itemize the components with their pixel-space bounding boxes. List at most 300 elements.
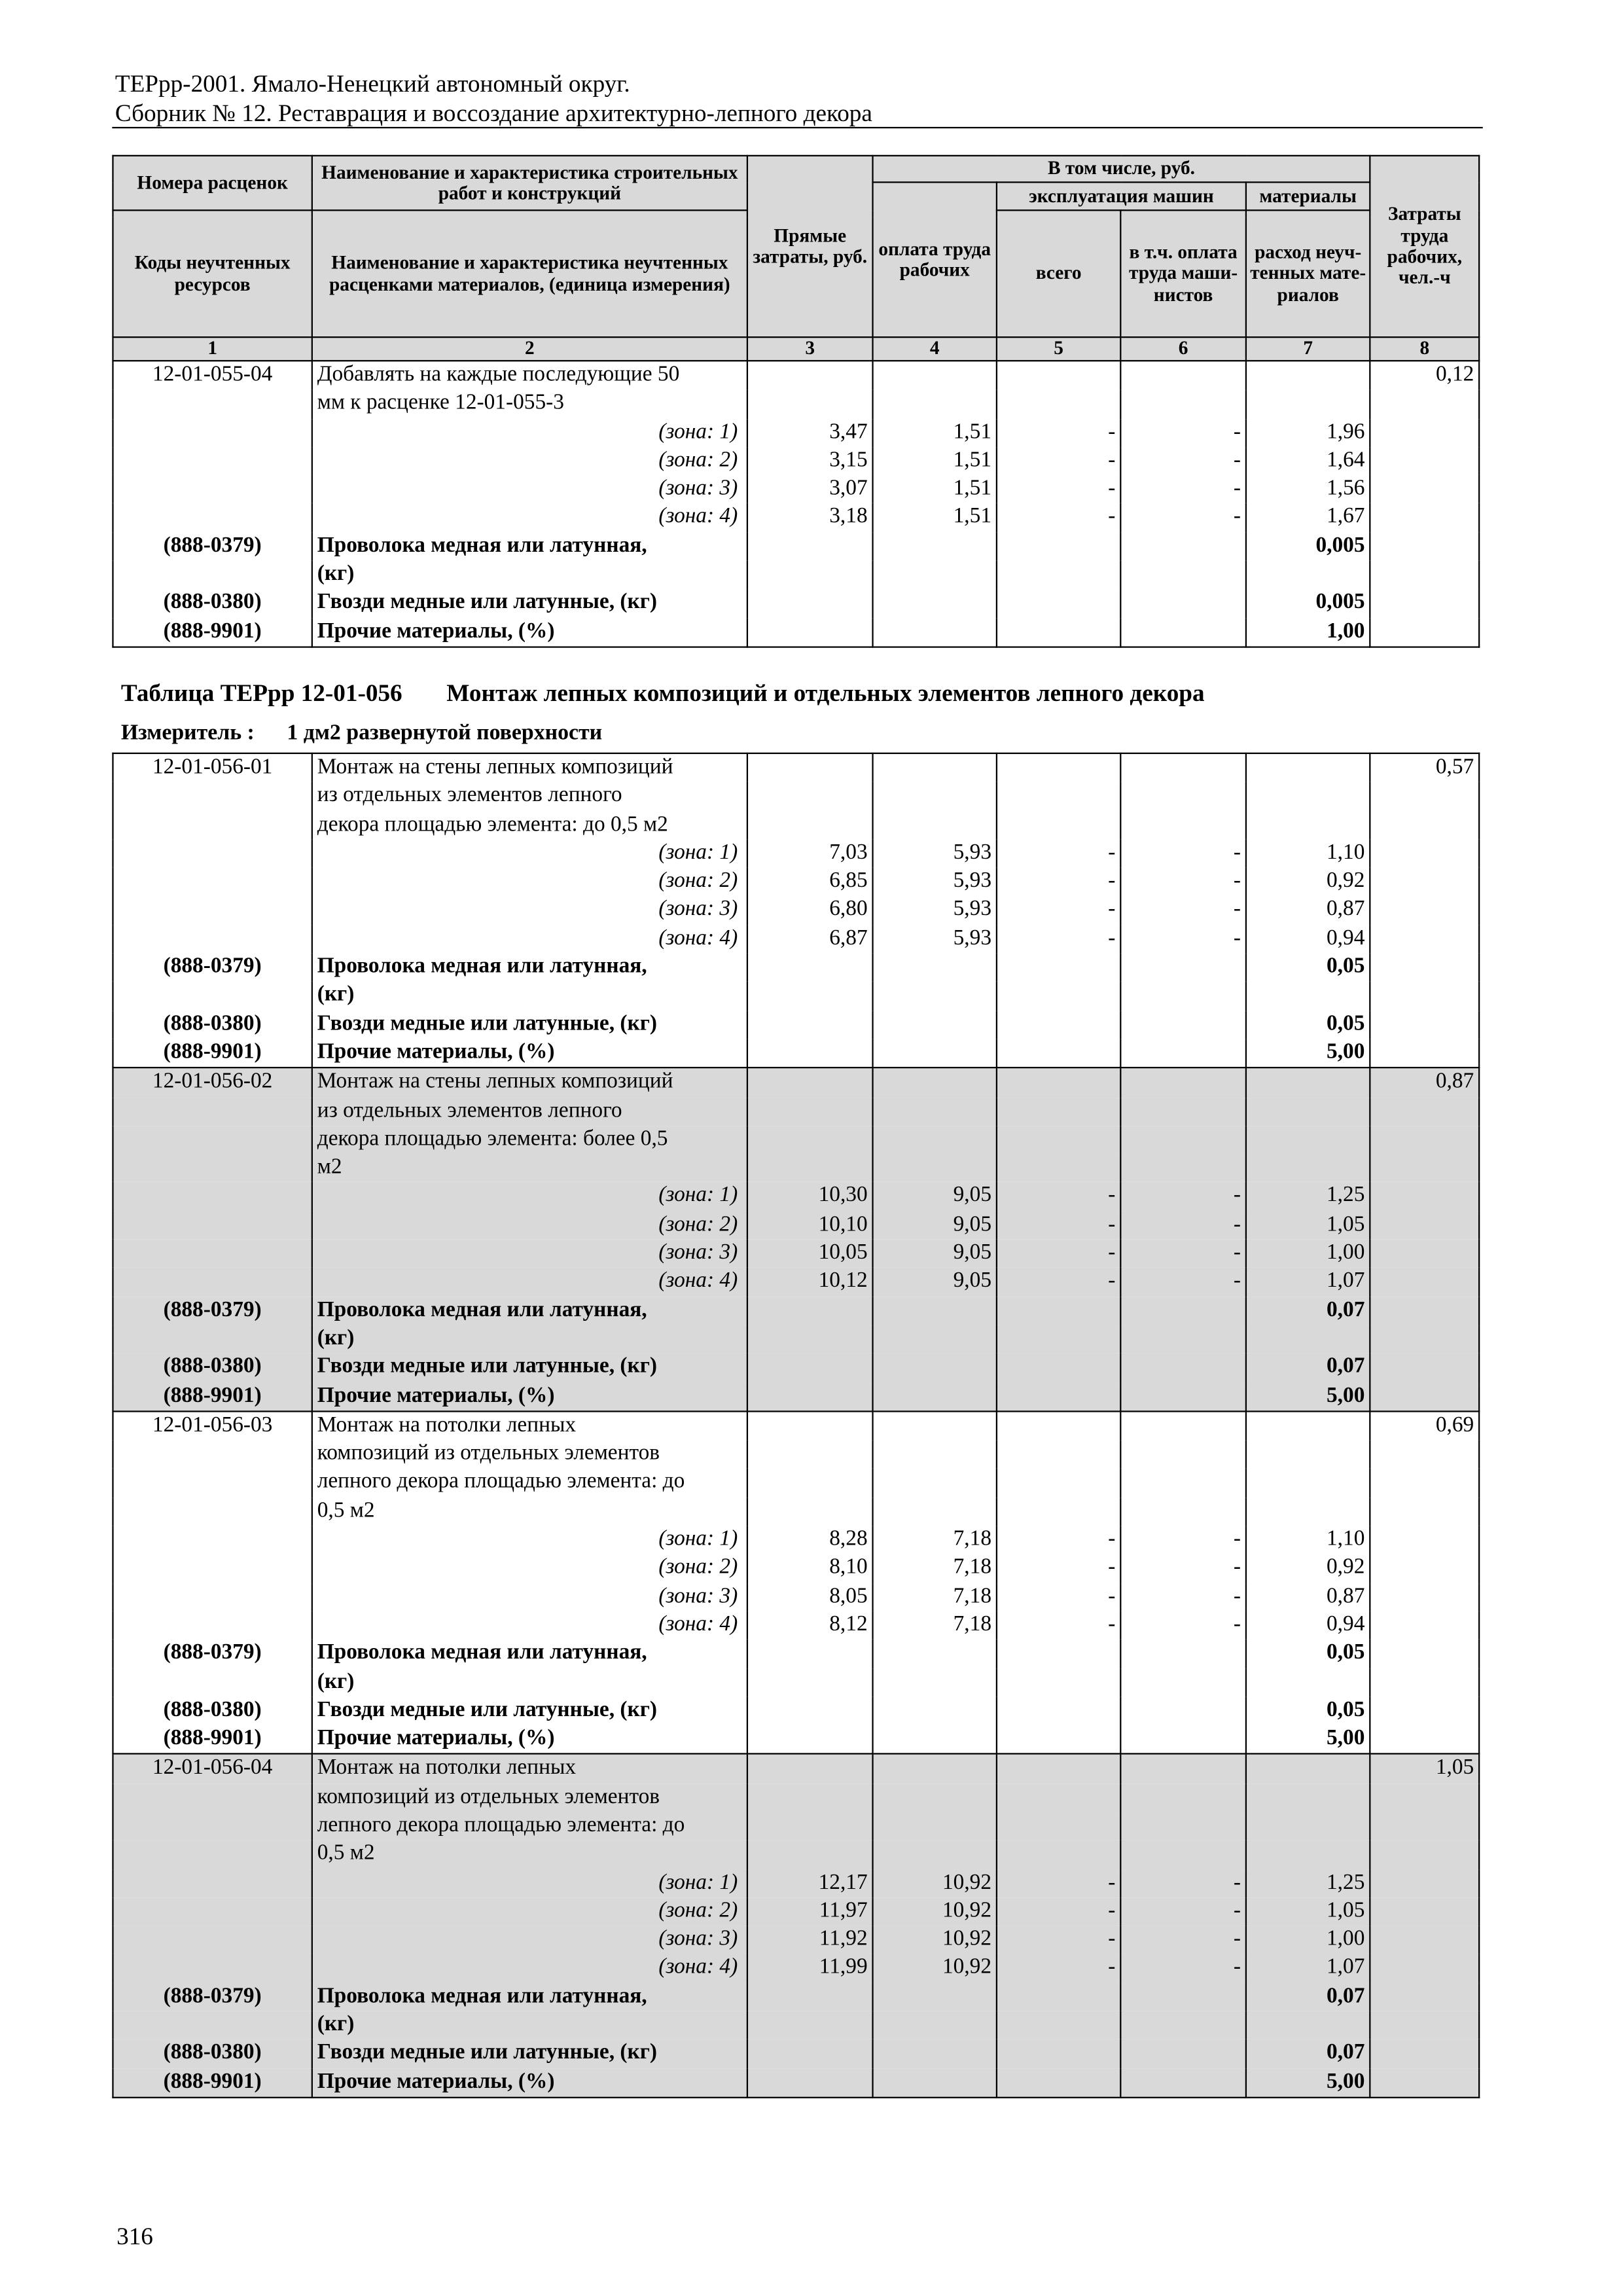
table-row: [113, 1784, 1479, 1812]
measure-label: Измеритель :: [120, 721, 255, 745]
resource-code: (888-9901): [113, 618, 312, 647]
table-row: [113, 811, 1479, 840]
table-cell: [873, 1640, 997, 1668]
table-row: [113, 1640, 1479, 1668]
col-mat-unacc: расход неуч-тенных мате-риалов: [1246, 210, 1370, 337]
table-cell: [1120, 1441, 1246, 1469]
machine-cost: -: [997, 504, 1120, 533]
col-name-bottom: Наименование и характеристика неучтенных расценками материалов, (единица измерения): [312, 210, 747, 337]
rate-description: Монтаж на стены лепных композиций: [312, 1068, 747, 1098]
labor-pay: 1,51: [873, 504, 997, 533]
table-cell: [1370, 1526, 1479, 1554]
labor-cost: [1370, 1469, 1479, 1498]
labor-pay: 10,92: [873, 1869, 997, 1898]
machine-cost: -: [997, 447, 1120, 476]
col-mach-total: всего: [997, 210, 1120, 337]
labor-pay: 7,18: [873, 1554, 997, 1583]
table-row: [113, 2011, 1479, 2040]
machine-cost: -: [997, 1526, 1120, 1554]
table-cell: [997, 1441, 1120, 1469]
table-cell: [1370, 897, 1479, 925]
table-cell: [113, 1441, 312, 1469]
table-cell: [1120, 1668, 1246, 1697]
table-cell: [747, 1696, 873, 1725]
table-cell: [1370, 1183, 1479, 1211]
table-row: [113, 840, 1479, 869]
rate-code: 12-01-056-02: [113, 1068, 312, 1098]
table-cell: [873, 1754, 997, 1784]
table-cell: [997, 2068, 1120, 2098]
machine-pay: -: [1120, 925, 1246, 954]
table-cell: [997, 390, 1120, 419]
table-cell: [997, 1668, 1120, 1697]
table-cell: [113, 982, 312, 1011]
machine-cost: -: [997, 897, 1120, 925]
table-cell: [1370, 1926, 1479, 1955]
labor-pay: 5,93: [873, 868, 997, 897]
resource-name: (кг): [312, 561, 747, 590]
labor-cost: [1370, 1097, 1479, 1126]
table-cell: [1370, 561, 1479, 590]
col-num: 8: [1370, 337, 1479, 361]
table-cell: [747, 1411, 873, 1441]
table-cell: [113, 1926, 312, 1955]
labor-pay: 10,92: [873, 1897, 997, 1926]
table-cell: [747, 1812, 873, 1840]
table-cell: [873, 2068, 997, 2098]
measure-line: [121, 721, 602, 746]
labor-pay: 10,92: [873, 1954, 997, 1983]
labor-cost: 0,69: [1370, 1411, 1479, 1441]
page-number: 316: [116, 2222, 153, 2251]
material-cost: 1,25: [1246, 1869, 1370, 1898]
table-cell: [1120, 1382, 1246, 1411]
labor-pay: 5,93: [873, 925, 997, 954]
labor-cost: [1370, 390, 1479, 419]
machine-pay: -: [1120, 840, 1246, 869]
col-incl: В том числе, руб.: [873, 156, 1370, 183]
rate-description: из отдельных элементов лепного: [312, 1097, 747, 1126]
labor-pay: 5,93: [873, 840, 997, 869]
table-cell: [997, 361, 1120, 390]
table-cell: [747, 783, 873, 812]
table-cell: [1370, 1983, 1479, 2012]
labor-cost: 1,05: [1370, 1754, 1479, 1784]
labor-pay: 9,05: [873, 1268, 997, 1297]
resource-code: (888-0379): [113, 1640, 312, 1668]
zone-label: (зона: 1): [312, 418, 747, 447]
machine-pay: -: [1120, 1611, 1246, 1640]
material-cost: 1,10: [1246, 840, 1370, 869]
zone-label: (зона: 2): [312, 1554, 747, 1583]
table-cell: [747, 1983, 873, 2012]
table-cell: [1370, 1668, 1479, 1697]
direct-cost: 6,87: [747, 925, 873, 954]
col-num: 7: [1246, 337, 1370, 361]
table-cell: [1120, 2068, 1246, 2098]
table-cell: [1246, 753, 1370, 783]
labor-cost: [1370, 1154, 1479, 1183]
table-row: [113, 475, 1479, 504]
table-cell: [747, 1784, 873, 1812]
zone-label: (зона: 4): [312, 925, 747, 954]
table-cell: [1370, 1039, 1479, 1068]
resource-name: (кг): [312, 2011, 747, 2040]
table-cell: [113, 1498, 312, 1526]
rate-description: 0,5 м2: [312, 1840, 747, 1869]
zone-label: (зона: 3): [312, 475, 747, 504]
resource-qty: [1246, 2011, 1370, 2040]
table-cell: [873, 361, 997, 390]
resource-code: (888-9901): [113, 2068, 312, 2098]
rate-description: декора площадью элемента: более 0,5: [312, 1126, 747, 1155]
table-cell: [1370, 447, 1479, 476]
table-row: [113, 2040, 1479, 2069]
machine-pay: -: [1120, 1268, 1246, 1297]
table-row: [113, 897, 1479, 925]
table-row: [113, 1840, 1479, 1869]
table-cell: [1120, 1354, 1246, 1382]
table-cell: [747, 1068, 873, 1098]
resource-qty: 0,07: [1246, 2040, 1370, 2069]
table-cell: [1370, 1954, 1479, 1983]
table-cell: [747, 1725, 873, 1755]
table-cell: [113, 1183, 312, 1211]
table-cell: [747, 561, 873, 590]
resource-name: Прочие материалы, (%): [312, 1382, 747, 1411]
table-cell: [113, 1211, 312, 1240]
col-num: 5: [997, 337, 1120, 361]
resource-qty: 5,00: [1246, 1725, 1370, 1755]
table-cell: [747, 589, 873, 618]
table-cell: [873, 390, 997, 419]
labor-pay: 1,51: [873, 447, 997, 476]
table-cell: [997, 954, 1120, 982]
table-row: [113, 1668, 1479, 1697]
table-cell: [1246, 811, 1370, 840]
material-cost: 1,05: [1246, 1897, 1370, 1926]
table-cell: [1120, 1983, 1246, 2012]
table-cell: [1120, 1411, 1246, 1441]
table-cell: [747, 1097, 873, 1126]
table-cell: [113, 390, 312, 419]
material-cost: 0,87: [1246, 1583, 1370, 1611]
table-cell: [113, 840, 312, 869]
table-cell: [113, 868, 312, 897]
table-cell: [1370, 1297, 1479, 1325]
table-cell: [997, 1411, 1120, 1441]
table-cell: [1120, 783, 1246, 812]
table-cell: [997, 561, 1120, 590]
table-cell: [1370, 1869, 1479, 1898]
table-cell: [873, 1354, 997, 1382]
col-num: 3: [747, 337, 873, 361]
material-cost: 0,94: [1246, 1611, 1370, 1640]
table-cell: [997, 1039, 1120, 1068]
table-cell: [1370, 618, 1479, 647]
resource-qty: 0,05: [1246, 954, 1370, 982]
table-cell: [1370, 840, 1479, 869]
machine-cost: -: [997, 1611, 1120, 1640]
table-cell: [873, 753, 997, 783]
material-cost: 0,92: [1246, 868, 1370, 897]
table-cell: [1120, 1840, 1246, 1869]
table-cell: [873, 954, 997, 982]
table-cell: [997, 589, 1120, 618]
table-cell: [1120, 1039, 1246, 1068]
zone-label: (зона: 2): [312, 1211, 747, 1240]
table-cell: [873, 1725, 997, 1755]
table-cell: [997, 1754, 1120, 1784]
table-cell: [747, 2040, 873, 2069]
resource-qty: 0,005: [1246, 532, 1370, 561]
zone-label: (зона: 1): [312, 840, 747, 869]
table-cell: [747, 1297, 873, 1325]
table-cell: [997, 2011, 1120, 2040]
table-cell: [873, 532, 997, 561]
table-cell: [873, 1068, 997, 1098]
table-row: [113, 2068, 1479, 2098]
resource-name: Прочие материалы, (%): [312, 618, 747, 647]
resource-name: Прочие материалы, (%): [312, 2068, 747, 2098]
table-cell: [1120, 1498, 1246, 1526]
machine-pay: -: [1120, 1240, 1246, 1268]
zone-label: (зона: 4): [312, 1268, 747, 1297]
resource-name: Гвозди медные или латунные, (кг): [312, 1696, 747, 1725]
table-cell: [873, 1411, 997, 1441]
resource-code: (888-0380): [113, 589, 312, 618]
table-cell: [1120, 618, 1246, 647]
machine-cost: -: [997, 868, 1120, 897]
table-cell: [113, 897, 312, 925]
resource-qty: 5,00: [1246, 2068, 1370, 2098]
material-cost: 1,67: [1246, 504, 1370, 533]
zone-label: (зона: 4): [312, 1611, 747, 1640]
rate-blocks: [113, 753, 1479, 2098]
zone-label: (зона: 1): [312, 1183, 747, 1211]
table-cell: [1370, 1696, 1479, 1725]
table-row: [113, 954, 1479, 982]
material-cost: 1,64: [1246, 447, 1370, 476]
resource-qty: [1246, 561, 1370, 590]
header-rule: [112, 127, 1482, 128]
table-cell: [747, 1354, 873, 1382]
resource-qty: 0,07: [1246, 1983, 1370, 2012]
table-cell: [113, 1668, 312, 1697]
table-cell: [873, 618, 997, 647]
table-row: [113, 1411, 1479, 1441]
table-cell: [997, 1469, 1120, 1498]
resource-code: (888-0380): [113, 2040, 312, 2069]
table-cell: [1370, 1554, 1479, 1583]
table-cell: [873, 1011, 997, 1039]
col-labor-pay: оплата труда рабочих: [873, 182, 997, 337]
table-row: [113, 618, 1479, 647]
rate-code: 12-01-056-01: [113, 753, 312, 783]
labor-cost: [1370, 1784, 1479, 1812]
material-cost: 0,87: [1246, 897, 1370, 925]
table-row: [113, 390, 1479, 419]
rate-description: Монтаж на потолки лепных: [312, 1754, 747, 1784]
table-cell: [113, 1554, 312, 1583]
machine-pay: -: [1120, 1211, 1246, 1240]
table-cell: [113, 1869, 312, 1898]
resource-code: (888-0379): [113, 532, 312, 561]
table-cell: [747, 1840, 873, 1869]
table-cell: [873, 2040, 997, 2069]
table-cell: [873, 982, 997, 1011]
table-cell: [1370, 868, 1479, 897]
table-cell: [873, 2011, 997, 2040]
table-row: [113, 1126, 1479, 1155]
resource-code: (888-0379): [113, 954, 312, 982]
machine-pay: -: [1120, 504, 1246, 533]
table-cell: [1246, 1812, 1370, 1840]
table-cell: [873, 811, 997, 840]
direct-cost: 8,12: [747, 1611, 873, 1640]
machine-pay: -: [1120, 1183, 1246, 1211]
direct-cost: 6,80: [747, 897, 873, 925]
table-cell: [873, 1668, 997, 1697]
table-cell: [747, 954, 873, 982]
material-cost: 1,07: [1246, 1954, 1370, 1983]
col-direct: Прямые затраты, руб.: [747, 156, 873, 337]
table-cell: [997, 753, 1120, 783]
table-row: [113, 982, 1479, 1011]
table-cell: [997, 1725, 1120, 1755]
table-row: [113, 1583, 1479, 1611]
table-cell: [1120, 1469, 1246, 1498]
col-code-top: Номера расценок: [113, 156, 312, 210]
table-cell: [1246, 1154, 1370, 1183]
table-cell: [997, 2040, 1120, 2069]
resource-qty: 0,07: [1246, 1297, 1370, 1325]
table-row: [113, 1382, 1479, 1411]
table-cell: [1246, 783, 1370, 812]
rate-description: мм к расценке 12-01-055-3: [312, 390, 747, 419]
table-cell: [1120, 954, 1246, 982]
resource-code: (888-0380): [113, 1354, 312, 1382]
table-cell: [747, 1640, 873, 1668]
col-mach-incl: в т.ч. оплата труда маши-нистов: [1120, 210, 1246, 337]
table-row: [113, 1011, 1479, 1039]
table-cell: [873, 561, 997, 590]
machine-pay: -: [1120, 1526, 1246, 1554]
material-cost: 0,94: [1246, 925, 1370, 954]
material-cost: 1,05: [1246, 1211, 1370, 1240]
table-cell: [873, 1812, 997, 1840]
table-cell: [1120, 1068, 1246, 1098]
table-cell: [1370, 1611, 1479, 1640]
resource-name: Проволока медная или латунная,: [312, 1640, 747, 1668]
table-row: [113, 1897, 1479, 1926]
machine-pay: -: [1120, 1897, 1246, 1926]
resource-qty: [1246, 1668, 1370, 1697]
machine-cost: -: [997, 1926, 1120, 1955]
table-row: [113, 1268, 1479, 1297]
table-row: [113, 1754, 1479, 1784]
machine-cost: -: [997, 475, 1120, 504]
table-cell: [1120, 589, 1246, 618]
table-cell: [1120, 1725, 1246, 1755]
table-cell: [1370, 589, 1479, 618]
table-row: [113, 418, 1479, 447]
table-row: [113, 504, 1479, 533]
machine-cost: -: [997, 925, 1120, 954]
table-cell: [747, 1469, 873, 1498]
table-cell: [1120, 1784, 1246, 1812]
rate-description: лепного декора площадью элемента: до: [312, 1469, 747, 1498]
table-cell: [113, 1840, 312, 1869]
table-cell: [1246, 1754, 1370, 1784]
table-cell: [113, 418, 312, 447]
rate-description: из отдельных элементов лепного: [312, 783, 747, 812]
table-cell: [1370, 1354, 1479, 1382]
table-cell: [873, 1784, 997, 1812]
table-cell: [113, 1097, 312, 1126]
table-cell: [1370, 1583, 1479, 1611]
table-cell: [747, 811, 873, 840]
table-cell: [873, 589, 997, 618]
table-cell: [997, 1354, 1120, 1382]
resource-code: (888-9901): [113, 1382, 312, 1411]
table-row: [113, 1325, 1479, 1354]
table-cell: [873, 1325, 997, 1354]
table-row: [113, 783, 1479, 812]
table-cell: [997, 1498, 1120, 1526]
rate-description: декора площадью элемента: до 0,5 м2: [312, 811, 747, 840]
table-cell: [1120, 2011, 1246, 2040]
col-labor-cost: Затраты труда рабочих, чел.-ч: [1370, 156, 1479, 337]
col-machines: эксплуатация машин: [997, 182, 1246, 210]
table-cell: [873, 1154, 997, 1183]
direct-cost: 7,03: [747, 840, 873, 869]
resource-name: (кг): [312, 1668, 747, 1697]
resource-name: Прочие материалы, (%): [312, 1725, 747, 1755]
resource-qty: 1,00: [1246, 618, 1370, 647]
table-cell: [997, 1297, 1120, 1325]
labor-cost: [1370, 783, 1479, 812]
resource-name: Гвозди медные или латунные, (кг): [312, 1354, 747, 1382]
table-cell: [997, 1011, 1120, 1039]
table-cell: [1370, 1325, 1479, 1354]
labor-pay: 7,18: [873, 1611, 997, 1640]
table-cell: [113, 925, 312, 954]
table-cell: [997, 1696, 1120, 1725]
table-cell: [113, 1154, 312, 1183]
direct-cost: 11,92: [747, 1926, 873, 1955]
table-cell: [747, 2011, 873, 2040]
machine-pay: -: [1120, 1926, 1246, 1955]
rate-code: 12-01-056-04: [113, 1754, 312, 1784]
table-cell: [1246, 1840, 1370, 1869]
table-cell: [1246, 1469, 1370, 1498]
rate-block: [113, 361, 1479, 647]
resource-name: Проволока медная или латунная,: [312, 1297, 747, 1325]
direct-cost: 8,10: [747, 1554, 873, 1583]
table-row: [113, 1526, 1479, 1554]
table-cell: [747, 1498, 873, 1526]
measure-value: 1 дм2 развернутой поверхности: [287, 721, 603, 745]
zone-label: (зона: 4): [312, 1954, 747, 1983]
machine-cost: -: [997, 1897, 1120, 1926]
zone-label: (зона: 3): [312, 897, 747, 925]
table-row: [113, 447, 1479, 476]
table-cell: [997, 783, 1120, 812]
table-cell: [997, 1325, 1120, 1354]
labor-cost: [1370, 1498, 1479, 1526]
table-cell: [747, 361, 873, 390]
